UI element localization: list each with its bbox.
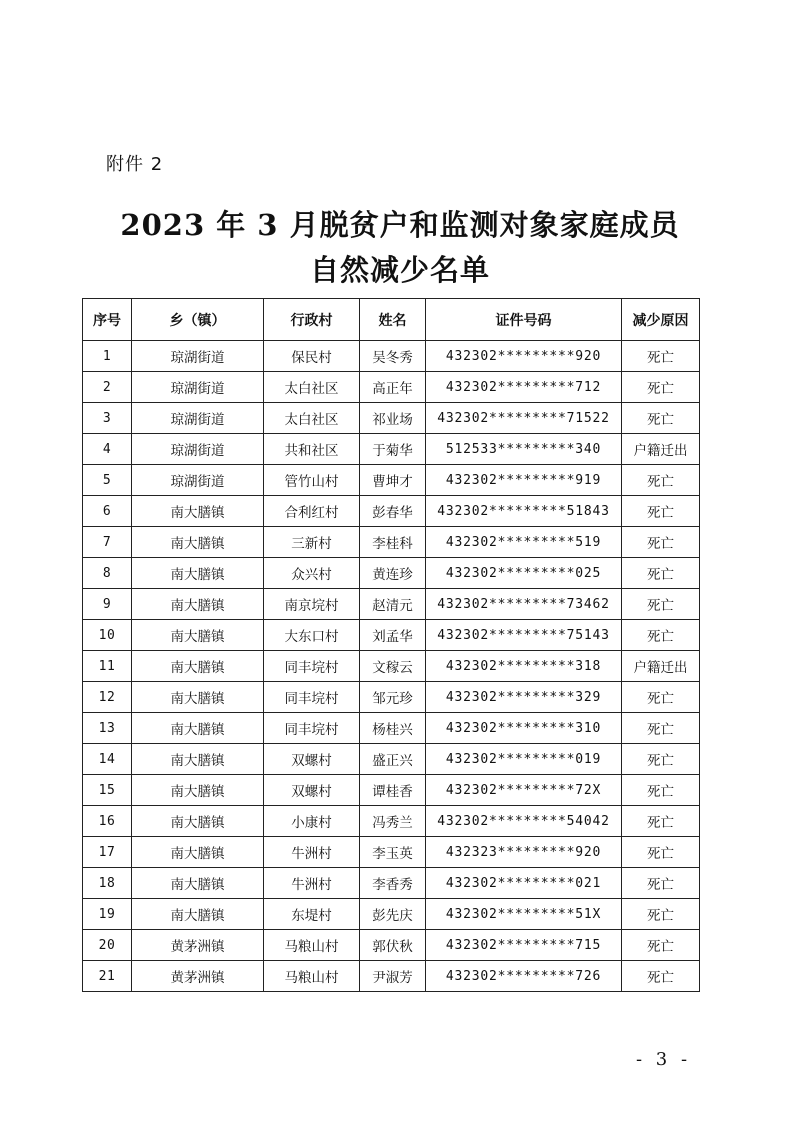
- township-cell: 南大膳镇: [132, 713, 264, 744]
- table-row: [83, 465, 700, 496]
- seq-cell: 13: [83, 713, 132, 744]
- reason-cell: 死亡: [622, 868, 700, 899]
- reason-cell: 死亡: [622, 744, 700, 775]
- id-number-cell: 432302*********54042: [426, 806, 622, 837]
- reason-cell: 死亡: [622, 403, 700, 434]
- seq-cell: 21: [83, 961, 132, 992]
- id-number-cell: 432302*********726: [426, 961, 622, 992]
- village-cell: 双螺村: [264, 775, 360, 806]
- name-cell: 吴冬秀: [360, 341, 426, 372]
- name-cell: 祁业场: [360, 403, 426, 434]
- seq-cell: 5: [83, 465, 132, 496]
- seq-cell: 10: [83, 620, 132, 651]
- id-number-cell: 432302*********519: [426, 527, 622, 558]
- reason-cell: 死亡: [622, 589, 700, 620]
- township-cell: 南大膳镇: [132, 589, 264, 620]
- table-row: [83, 341, 700, 372]
- reason-cell: 死亡: [622, 837, 700, 868]
- seq-cell: 1: [83, 341, 132, 372]
- id-number-cell: 432302*********019: [426, 744, 622, 775]
- township-cell: 琼湖街道: [132, 372, 264, 403]
- reason-cell: 死亡: [622, 806, 700, 837]
- township-cell: 琼湖街道: [132, 434, 264, 465]
- id-number-cell: 432323*********920: [426, 837, 622, 868]
- name-cell: 刘孟华: [360, 620, 426, 651]
- reason-cell: 死亡: [622, 682, 700, 713]
- table-row: [83, 775, 700, 806]
- header-township: 乡（镇）: [132, 299, 264, 341]
- reason-cell: 户籍迁出: [622, 651, 700, 682]
- name-cell: 李桂科: [360, 527, 426, 558]
- header-id-number: 证件号码: [426, 299, 622, 341]
- village-cell: 双螺村: [264, 744, 360, 775]
- table-row: [83, 651, 700, 682]
- table-row: [83, 682, 700, 713]
- township-cell: 琼湖街道: [132, 403, 264, 434]
- id-number-cell: 432302*********72X: [426, 775, 622, 806]
- header-reason: 减少原因: [622, 299, 700, 341]
- document-title-line-1: 2023 年 3 月脱贫户和监测对象家庭成员: [120, 208, 680, 242]
- township-cell: 南大膳镇: [132, 527, 264, 558]
- id-number-cell: 432302*********712: [426, 372, 622, 403]
- seq-cell: 8: [83, 558, 132, 589]
- roster-table: [82, 298, 700, 992]
- village-cell: 管竹山村: [264, 465, 360, 496]
- reason-cell: 死亡: [622, 899, 700, 930]
- id-number-cell: 432302*********919: [426, 465, 622, 496]
- village-cell: 马粮山村: [264, 961, 360, 992]
- seq-cell: 16: [83, 806, 132, 837]
- id-number-cell: 432302*********310: [426, 713, 622, 744]
- id-number-cell: 512533*********340: [426, 434, 622, 465]
- seq-cell: 4: [83, 434, 132, 465]
- seq-cell: 20: [83, 930, 132, 961]
- township-cell: 南大膳镇: [132, 496, 264, 527]
- table-row: [83, 961, 700, 992]
- village-cell: 南京垸村: [264, 589, 360, 620]
- reason-cell: 死亡: [622, 527, 700, 558]
- id-number-cell: 432302*********51X: [426, 899, 622, 930]
- table-row: [83, 589, 700, 620]
- township-cell: 南大膳镇: [132, 651, 264, 682]
- township-cell: 南大膳镇: [132, 868, 264, 899]
- seq-cell: 14: [83, 744, 132, 775]
- name-cell: 赵清元: [360, 589, 426, 620]
- village-cell: 牛洲村: [264, 837, 360, 868]
- table-row: [83, 527, 700, 558]
- name-cell: 尹淑芳: [360, 961, 426, 992]
- name-cell: 谭桂香: [360, 775, 426, 806]
- name-cell: 文稼云: [360, 651, 426, 682]
- id-number-cell: 432302*********51843: [426, 496, 622, 527]
- township-cell: 琼湖街道: [132, 341, 264, 372]
- seq-cell: 9: [83, 589, 132, 620]
- seq-cell: 2: [83, 372, 132, 403]
- reason-cell: 死亡: [622, 713, 700, 744]
- name-cell: 郭伏秋: [360, 930, 426, 961]
- township-cell: 南大膳镇: [132, 744, 264, 775]
- village-cell: 太白社区: [264, 403, 360, 434]
- document-title-line-2: 自然减少名单: [309, 253, 490, 287]
- name-cell: 杨桂兴: [360, 713, 426, 744]
- name-cell: 李香秀: [360, 868, 426, 899]
- attachment-label: 附件 2: [106, 154, 164, 175]
- township-cell: 黄茅洲镇: [132, 961, 264, 992]
- table-row: [83, 868, 700, 899]
- village-cell: 太白社区: [264, 372, 360, 403]
- name-cell: 盛正兴: [360, 744, 426, 775]
- township-cell: 南大膳镇: [132, 806, 264, 837]
- id-number-cell: 432302*********715: [426, 930, 622, 961]
- township-cell: 黄茅洲镇: [132, 930, 264, 961]
- table-row: [83, 713, 700, 744]
- name-cell: 彭先庆: [360, 899, 426, 930]
- table-row: [83, 806, 700, 837]
- village-cell: 共和社区: [264, 434, 360, 465]
- village-cell: 马粮山村: [264, 930, 360, 961]
- seq-cell: 19: [83, 899, 132, 930]
- village-cell: 合利红村: [264, 496, 360, 527]
- township-cell: 南大膳镇: [132, 899, 264, 930]
- township-cell: 南大膳镇: [132, 558, 264, 589]
- village-cell: 东堤村: [264, 899, 360, 930]
- name-cell: 高正年: [360, 372, 426, 403]
- township-cell: 南大膳镇: [132, 620, 264, 651]
- seq-cell: 11: [83, 651, 132, 682]
- table-row: [83, 837, 700, 868]
- id-number-cell: 432302*********025: [426, 558, 622, 589]
- table-row: [83, 620, 700, 651]
- township-cell: 南大膳镇: [132, 837, 264, 868]
- id-number-cell: 432302*********71522: [426, 403, 622, 434]
- name-cell: 邹元珍: [360, 682, 426, 713]
- id-number-cell: 432302*********329: [426, 682, 622, 713]
- seq-cell: 7: [83, 527, 132, 558]
- reason-cell: 死亡: [622, 961, 700, 992]
- page-number: - 3 -: [636, 1049, 692, 1070]
- reason-cell: 死亡: [622, 558, 700, 589]
- village-cell: 保民村: [264, 341, 360, 372]
- reason-cell: 死亡: [622, 465, 700, 496]
- township-cell: 琼湖街道: [132, 465, 264, 496]
- seq-cell: 3: [83, 403, 132, 434]
- seq-cell: 18: [83, 868, 132, 899]
- table-row: [83, 558, 700, 589]
- village-cell: 三新村: [264, 527, 360, 558]
- table-header-row: [83, 299, 700, 341]
- seq-cell: 12: [83, 682, 132, 713]
- township-cell: 南大膳镇: [132, 775, 264, 806]
- reason-cell: 死亡: [622, 620, 700, 651]
- table-body: [83, 341, 700, 992]
- table-row: [83, 930, 700, 961]
- seq-cell: 17: [83, 837, 132, 868]
- table-row: [83, 403, 700, 434]
- reason-cell: 死亡: [622, 775, 700, 806]
- id-number-cell: 432302*********318: [426, 651, 622, 682]
- seq-cell: 6: [83, 496, 132, 527]
- header-village: 行政村: [264, 299, 360, 341]
- name-cell: 李玉英: [360, 837, 426, 868]
- reason-cell: 死亡: [622, 496, 700, 527]
- table-row: [83, 434, 700, 465]
- reason-cell: 死亡: [622, 341, 700, 372]
- id-number-cell: 432302*********75143: [426, 620, 622, 651]
- village-cell: 同丰垸村: [264, 651, 360, 682]
- id-number-cell: 432302*********73462: [426, 589, 622, 620]
- reason-cell: 户籍迁出: [622, 434, 700, 465]
- village-cell: 小康村: [264, 806, 360, 837]
- name-cell: 于菊华: [360, 434, 426, 465]
- village-cell: 同丰垸村: [264, 713, 360, 744]
- header-seq: 序号: [83, 299, 132, 341]
- village-cell: 大东口村: [264, 620, 360, 651]
- table-row: [83, 744, 700, 775]
- header-name: 姓名: [360, 299, 426, 341]
- table-row: [83, 372, 700, 403]
- township-cell: 南大膳镇: [132, 682, 264, 713]
- seq-cell: 15: [83, 775, 132, 806]
- reason-cell: 死亡: [622, 930, 700, 961]
- name-cell: 彭春华: [360, 496, 426, 527]
- name-cell: 曹坤才: [360, 465, 426, 496]
- village-cell: 牛洲村: [264, 868, 360, 899]
- name-cell: 黄连珍: [360, 558, 426, 589]
- table-row: [83, 899, 700, 930]
- id-number-cell: 432302*********021: [426, 868, 622, 899]
- table-row: [83, 496, 700, 527]
- village-cell: 同丰垸村: [264, 682, 360, 713]
- name-cell: 冯秀兰: [360, 806, 426, 837]
- village-cell: 众兴村: [264, 558, 360, 589]
- id-number-cell: 432302*********920: [426, 341, 622, 372]
- reason-cell: 死亡: [622, 372, 700, 403]
